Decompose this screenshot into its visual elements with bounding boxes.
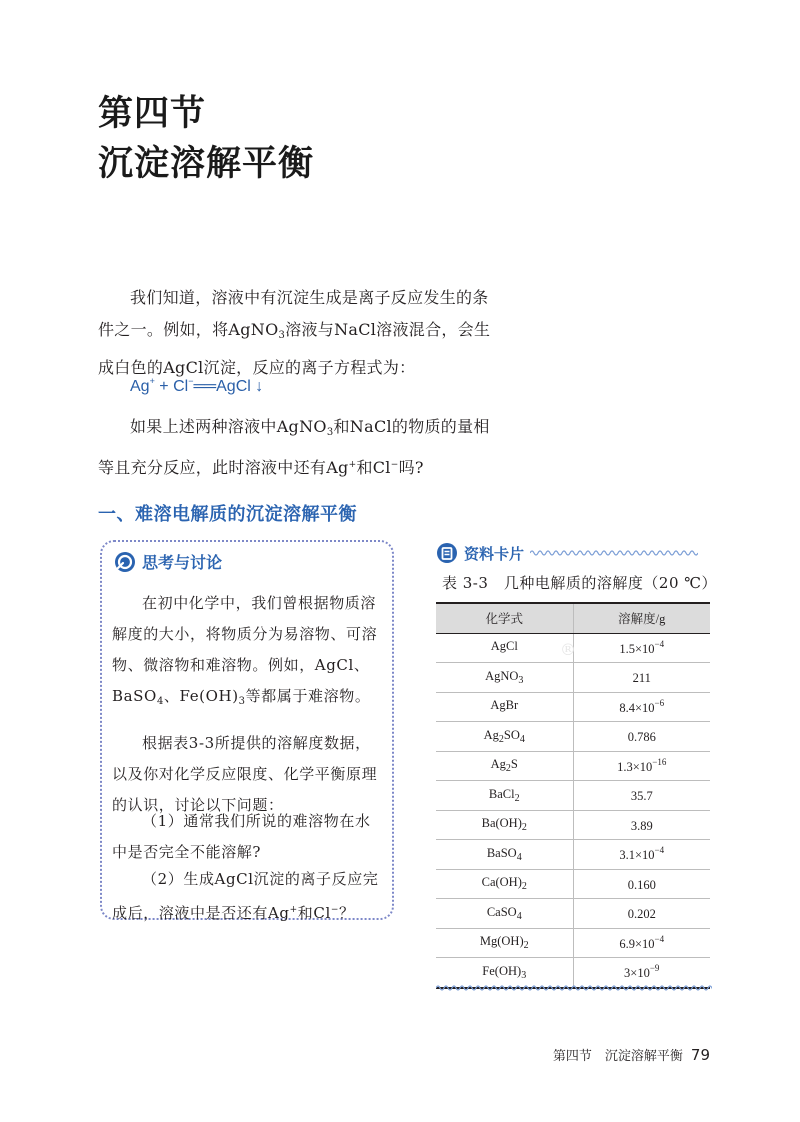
formula-cell: $Ag_2SO_4$ [436, 722, 573, 752]
formula-cell: $Ca(OH)_2$ [436, 869, 573, 899]
formula-cell: CaSO$_4$ [436, 899, 573, 929]
table-caption: 表 3-3 几种电解质的溶解度（20 ℃） [442, 574, 718, 592]
intro-paragraph: 我们知道，溶液中有沉淀生成是离子反应发生的条件之一。例如，将AgNO$_3$溶液与NaCl溶液混合，会生成白色的AgCl沉淀，反应的离子方程式为： [98, 288, 491, 377]
wave-divider [530, 548, 698, 558]
column-header-solubility: 溶解度/g [573, 603, 710, 633]
table-row [436, 692, 710, 722]
ionic-equation: Ag+ + Cl−══AgCl ↓ [130, 376, 264, 395]
page-title: 沉淀溶解平衡 [98, 144, 315, 184]
solubility-cell: 0.202 [573, 899, 710, 929]
wave-divider-bottom [436, 983, 712, 993]
solubility-cell: $3\times 10^{-9}$ [573, 958, 710, 988]
table-row [436, 781, 710, 811]
table-row [436, 899, 710, 929]
table-row [436, 840, 710, 870]
page-number: 79 [690, 1046, 710, 1064]
formula-cell: $Ba(OH)_2$ [436, 810, 573, 840]
thinking-icon [114, 551, 136, 573]
footer-section-label: 第四节 沉淀溶解平衡 [552, 1049, 683, 1064]
discussion-box [100, 540, 394, 920]
table-row [436, 751, 710, 781]
solubility-cell: $6.9\times 10^{-4}$ [573, 928, 710, 958]
formula-cell: $Ag_2S$ [436, 751, 573, 781]
data-card-title: 资料卡片 [464, 544, 525, 563]
document-icon [436, 542, 458, 564]
formula-cell: AgBr [436, 692, 573, 722]
registered-mark: ® [560, 640, 576, 659]
solubility-cell: $1.3\times 10^{-16}$ [573, 751, 710, 781]
table-row [436, 869, 710, 899]
discussion-question: （1）通常我们所说的难溶物在水中是否完全不能溶解? [112, 812, 371, 861]
section-number: 第四节 [98, 94, 207, 134]
solubility-cell: $3.1\times 10^{-4}$ [573, 840, 710, 870]
subsection-heading: 一、难溶电解质的沉淀溶解平衡 [98, 504, 357, 525]
solubility-cell: 0.160 [573, 869, 710, 899]
solubility-table [436, 602, 710, 989]
formula-cell: $Fe(OH)_3$ [436, 958, 573, 988]
solubility-cell: 211 [573, 663, 710, 693]
column-header-formula: 化学式 [436, 603, 573, 633]
data-card-header [436, 540, 712, 566]
table-row [436, 810, 710, 840]
formula-cell: BaSO$_4$ [436, 840, 573, 870]
table-row [436, 722, 710, 752]
page-footer [553, 1045, 710, 1064]
solubility-cell: 35.7 [573, 781, 710, 811]
table-row [436, 663, 710, 693]
discussion-title: 思考与讨论 [142, 553, 223, 572]
discussion-question: （2）生成AgCl沉淀的离子反应完成后，溶液中是否还有Ag+和Cl−？ [112, 870, 379, 922]
solubility-cell: 3.89 [573, 810, 710, 840]
table-header-row [436, 603, 710, 633]
discussion-text: 根据表3-3所提供的溶解度数据，以及你对化学反应限度、化学平衡原理的认识，讨论以下问题： [112, 734, 378, 814]
formula-cell: AgCl [436, 633, 573, 663]
formula-cell: $Mg(OH)_2$ [436, 928, 573, 958]
solubility-cell: $8.4\times 10^{-6}$ [573, 692, 710, 722]
formula-cell: BaCl$_2$ [436, 781, 573, 811]
solubility-cell: $1.5\times 10^{-4}$ [573, 633, 710, 663]
formula-cell: AgNO$_3$ [436, 663, 573, 693]
table-row [436, 928, 710, 958]
solubility-cell: 0.786 [573, 722, 710, 752]
discussion-header [114, 550, 222, 573]
question-paragraph: 如果上述两种溶液中AgNO$_3$和NaCl的物质的量相等且充分反应，此时溶液中还有Ag+和Cl−吗? [98, 417, 490, 477]
discussion-text: 在初中化学中，我们曾根据物质溶解度的大小，将物质分为易溶物、可溶物、微溶物和难溶物。例如，AgCl、BaSO$_4$、$Fe(OH)_3$等都属于难溶物。 [112, 594, 378, 707]
